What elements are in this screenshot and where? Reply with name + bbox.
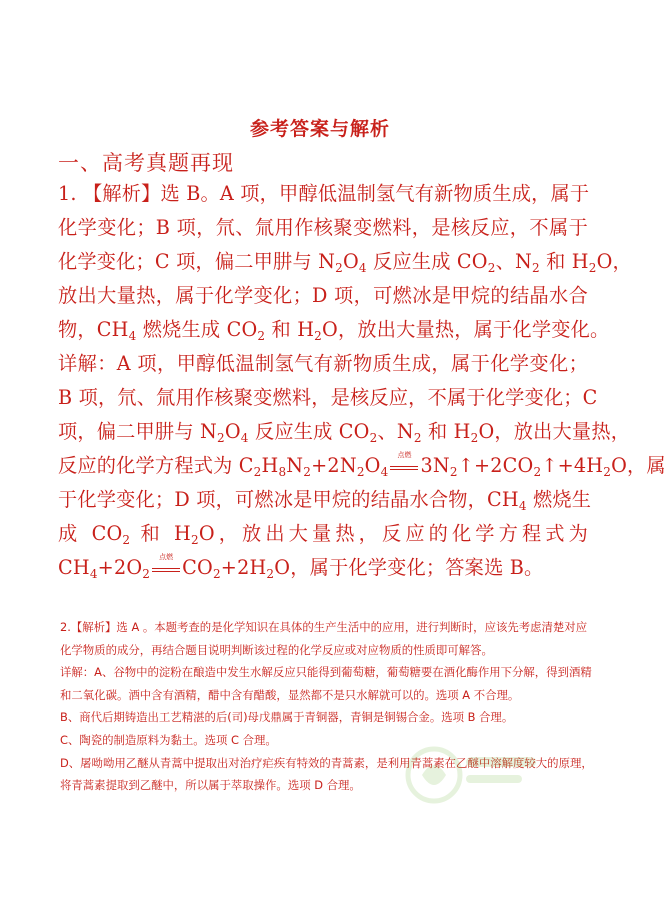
question-1-explanation bbox=[58, 177, 666, 585]
q2-line-1: 2.【解析】选 A 。本题考查的是化学知识在具体的生产生活中的应用，进行判断时，应该先考虑清楚对应 bbox=[60, 620, 588, 634]
q1-line-4: 放出大量热，属于化学变化；D 项，可燃冰是甲烷的结晶水合 bbox=[58, 284, 588, 307]
reaction-condition: 点燃 bbox=[151, 559, 181, 579]
q1-line-5: 物，$CH_4$ 燃烧生成 $CO_2$ 和 $H_2O$，放出大量热，属于化学变化。 bbox=[58, 318, 610, 343]
q2-line-8: 将青蒿素提取到乙醚中，所以属于萃取操作。选项 D 合理。 bbox=[60, 778, 361, 793]
q1-line-11: 成 $CO_2$ 和 $H_2O$，放出大量热，反应的化学方程式为 bbox=[58, 522, 589, 547]
q2-line-4: 和二氧化碳。酒中含有酒精，醋中含有醋酸，显然都不是只水解就可以的。选项 A 不合理。 bbox=[60, 687, 520, 702]
q1-line-2: 化学变化；B 项，氘、氚用作核聚变燃料，是核反应，不属于 bbox=[58, 216, 588, 239]
question-2-explanation bbox=[60, 616, 605, 797]
page-title: 参考答案与解析 bbox=[249, 118, 390, 140]
q2-line-2: 化学物质的成分，再结合题目说明判断该过程的化学反应或对应物质的性质即可解答。 bbox=[60, 642, 493, 657]
q2-line-7: D、屠呦呦用乙醚从青蒿中提取出对治疗疟疾有特效的青蒿素，是利用青蒿素在乙醚中溶解度较大的原理， bbox=[60, 755, 593, 770]
q1-line-3: 化学变化；C 项，偏二甲肼与 $N_2O_4$ 反应生成 $CO_2$、$N_2$ 和 $H_2O$， bbox=[58, 250, 632, 275]
q1-line-6: 详解：A 项，甲醇低温制氢气有新物质生成，属于化学变化； bbox=[58, 352, 588, 375]
q1-line-9: 反应的化学方程式为 $C_2H_8N_2+2N_2O_4$ 点燃 $3N_2↑+2CO_2↑+4H_2O$，属 bbox=[58, 451, 666, 479]
q2-line-5: B、商代后期铸造出工艺精湛的后(司)母戊鼎属于青铜器，青铜是铜锡合金。选项 B 合理。 bbox=[60, 710, 514, 725]
reaction-condition: 点燃 bbox=[389, 457, 419, 477]
section-heading: 一、高考真题再现 bbox=[58, 151, 234, 175]
q2-line-6: C、陶瓷的制造原料为黏土。选项 C 合理。 bbox=[60, 732, 277, 747]
q1-line-1: 1. 【解析】选 B。A 项，甲醇低温制氢气有新物质生成，属于 bbox=[58, 182, 590, 205]
q1-line-7: B 项，氘、氚用作核聚变燃料，是核反应，不属于化学变化；C bbox=[58, 386, 598, 409]
q1-line-12: $CH_4+2O_2$ 点燃 $CO_2+2H_2O$，属于化学变化；答案选 B。 bbox=[58, 553, 544, 581]
q1-line-8: 项，偏二甲肼与 $N_2O_4$ 反应生成 $CO_2$、$N_2$ 和 $H_2O$，放出大量热， bbox=[58, 420, 631, 445]
q2-line-3: 详解：A、谷物中的淀粉在酿造中发生水解反应只能得到葡萄糖，葡萄糖要在酒化酶作用下分解，得到酒精 bbox=[60, 665, 592, 680]
q1-line-10: 于化学变化；D 项，可燃冰是甲烷的结晶水合物，$CH_4$ 燃烧生 bbox=[58, 488, 592, 513]
